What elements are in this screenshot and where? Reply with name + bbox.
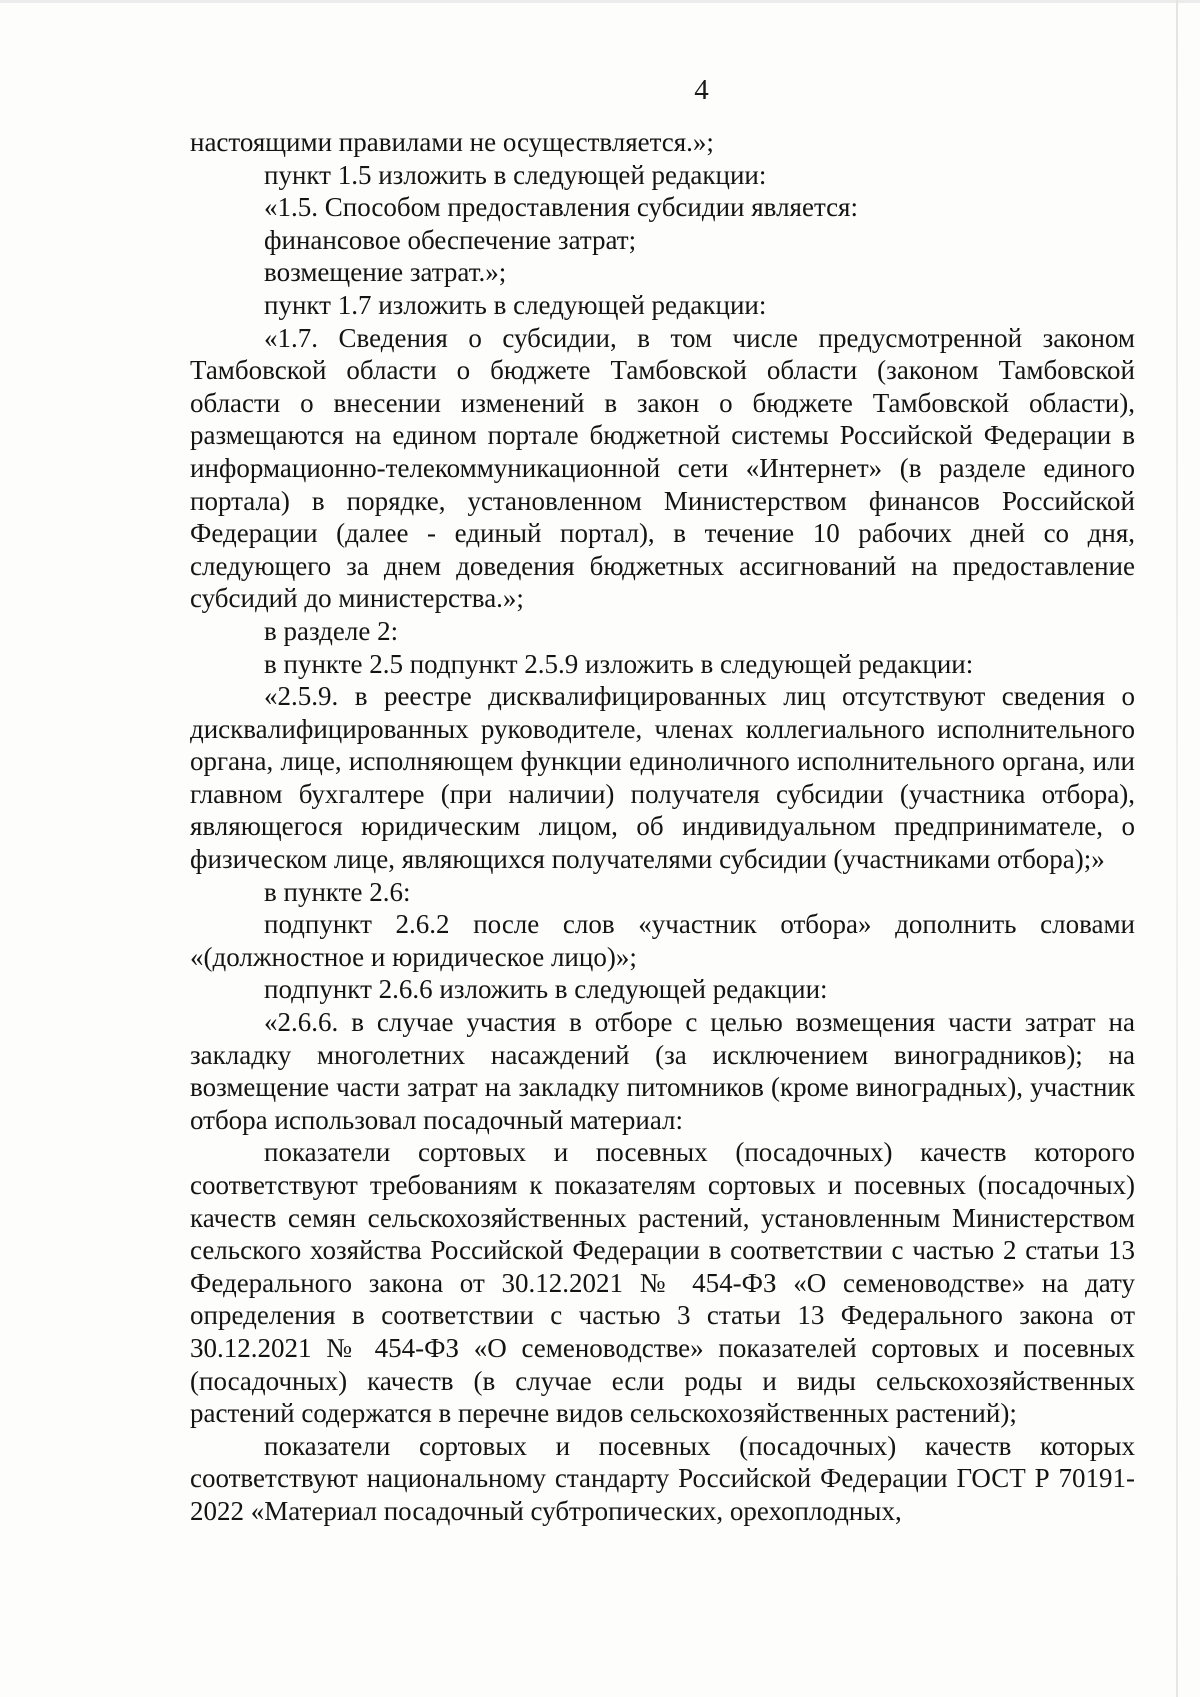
paragraph: возмещение затрат.»; [264,257,507,288]
scan-top-edge [0,0,1200,3]
paragraph: показатели сортовых и посевных (посадочных) качеств которого соответствуют требованиям к показателям сортовых и посевных (посадочных) качеств семян сельскохозяйственных растений, установленным Министерством сельского хозяйства Российской Федерации в соответствии с частью 2 статьи 13 Федерального закона от 30.12.2021 № 454-ФЗ «О семеноводстве» на дату определения в соответствии с частью 3 статьи 13 Федерального закона от 30.12.2021 № 454-ФЗ «О семеноводстве» показателей сортовых и посевных (посадочных) качеств (в случае если роды и виды сельскохозяйственных растений содержатся в перечне видов сельскохозяйственных растений); [190,1137,1135,1429]
paragraph: пункт 1.5 изложить в следующей редакции: [264,159,767,190]
paragraph: подпункт 2.6.6 изложить в следующей редакции: [264,974,828,1005]
paragraph: в разделе 2: [264,615,399,646]
paragraph: «1.7. Сведения о субсидии, в том числе предусмотренной законом Тамбовской области о бюджете Тамбовской области (законом Тамбовской области о внесении изменений в закон о бюджете Тамбовской области), размещаются на едином портале бюджетной системы Российской Федерации в информационно-телекоммуникационной сети «Интернет» (в разделе единого портала) в порядке, установленном Министерством финансов Российской Федерации (далее - единый портал), в течение 10 рабочих дней со дня, следующего за днем доведения бюджетных ассигнований на предоставление субсидий до министерства.»; [190,322,1135,614]
scan-right-edge [1176,0,1178,1697]
paragraph: «2.6.6. в случае участия в отборе с целью возмещения части затрат на закладку многолетних насаждений (за исключением виноградников); на возмещение части затрат на закладку питомников (кроме виноградных), участник отбора использовал посадочный материал: [190,1007,1135,1135]
paragraph: настоящими правилами не осуществляется.»; [190,127,714,157]
paragraph: финансовое обеспечение затрат; [264,224,637,255]
paragraph: в пункте 2.6: [264,876,411,907]
paragraph: в пункте 2.5 подпункт 2.5.9 изложить в следующей редакции: [264,648,974,679]
paragraph: пункт 1.7 изложить в следующей редакции: [264,289,767,320]
document-body [190,126,1135,1528]
paragraph: «2.5.9. в реестре дисквалифицированных лиц отсутствуют сведения о дисквалифицированных руководителе, членах коллегиального исполнительного органа, лице, исполняющем функции единоличного исполнительного органа, или главном бухгалтере (при наличии) получателя субсидии (участника отбора), являющегося юридическим лицом, об индивидуальном предпринимателе, о физическом лице, являющихся получателями субсидии (участниками отбора);» [190,681,1135,875]
page-number: 4 [694,74,709,106]
paragraph: показатели сортовых и посевных (посадочных) качеств которых соответствуют национальному стандарту Российской Федерации ГОСТ Р 70191-2022 «Материал посадочный субтропических, орехоплодных, [190,1430,1135,1526]
paragraph: «1.5. Способом предоставления субсидии является: [264,192,858,223]
paragraph: подпункт 2.6.2 после слов «участник отбора» дополнить словами «(должностное и юридическое лицо)»; [190,909,1135,972]
